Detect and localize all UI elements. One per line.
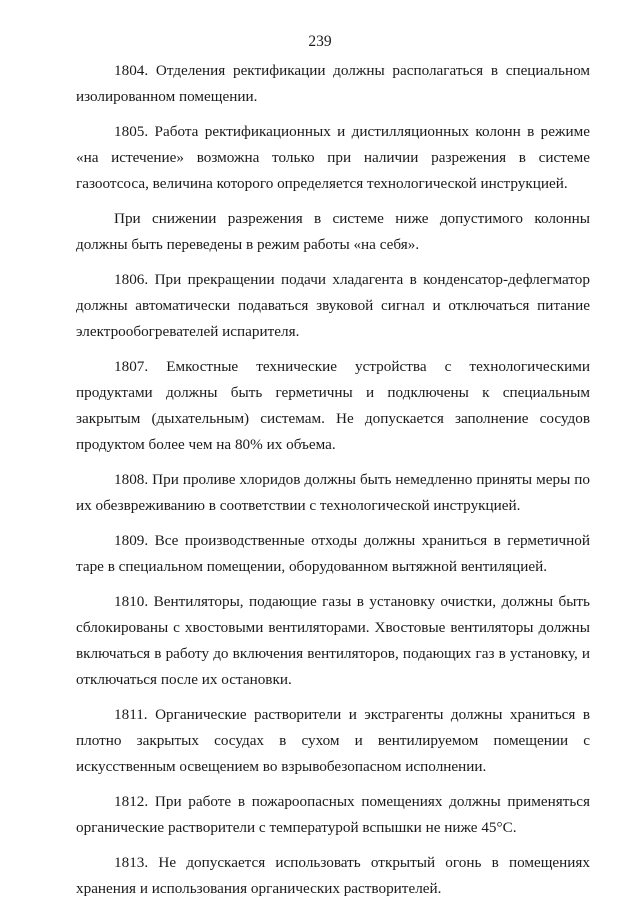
paragraph-1804: 1804. Отделения ректификации должны располагаться в специальном изолированном помещении.: [76, 62, 590, 105]
paragraph-1809: 1809. Все производственные отходы должны храниться в герметичной таре в специальном помещении, оборудованном вытяжной вентиляцией.: [76, 532, 590, 575]
paragraph-1806: 1806. При прекращении подачи хладагента в конденсатор-дефлегматор должны автоматически подаваться звуковой сигнал и отключаться питание электрообогревателей испарителя.: [76, 271, 590, 340]
paragraph-1811: 1811. Органические растворители и экстрагенты должны храниться в плотно закрытых сосудах в сухом и вентилируемом помещении с искусственным освещением во взрывобезопасном исполнении.: [76, 706, 590, 775]
paragraph-1810: 1810. Вентиляторы, подающие газы в установку очистки, должны быть сблокированы с хвостовыми вентиляторами. Хвостовые вентиляторы должны включаться в работу до включения вентиляторов, подающих газ в установку, и отключаться после их остановки.: [76, 593, 590, 688]
paragraph-1812: 1812. При работе в пожароопасных помещениях должны применяться органические растворители с температурой вспышки не ниже 45°C.: [76, 793, 590, 836]
paragraph-1813: 1813. Не допускается использовать открытый огонь в помещениях хранения и использования органических растворителей.: [76, 854, 590, 897]
page-number: 239: [308, 33, 332, 50]
document-body: [76, 58, 590, 911]
paragraph-1807: 1807. Емкостные технические устройства с технологическими продуктами должны быть герметичны и подключены к специальным закрытым (дыхательным) системам. Не допускается заполнение сосудов продуктом более чем на 80% их объема.: [76, 358, 590, 453]
paragraph-1808: 1808. При проливе хлоридов должны быть немедленно приняты меры по их обезвреживанию в соответствии с технологической инструкцией.: [76, 471, 590, 514]
paragraph-1805-continuation: При снижении разрежения в системе ниже допустимого колонны должны быть переведены в режим работы «на себя».: [76, 210, 590, 253]
paragraph-1805: 1805. Работа ректификационных и дистилляционных колонн в режиме «на истечение» возможна только при наличии разрежения в системе газоотсоса, величина которого определяется технологической инструкцией.: [76, 123, 590, 192]
